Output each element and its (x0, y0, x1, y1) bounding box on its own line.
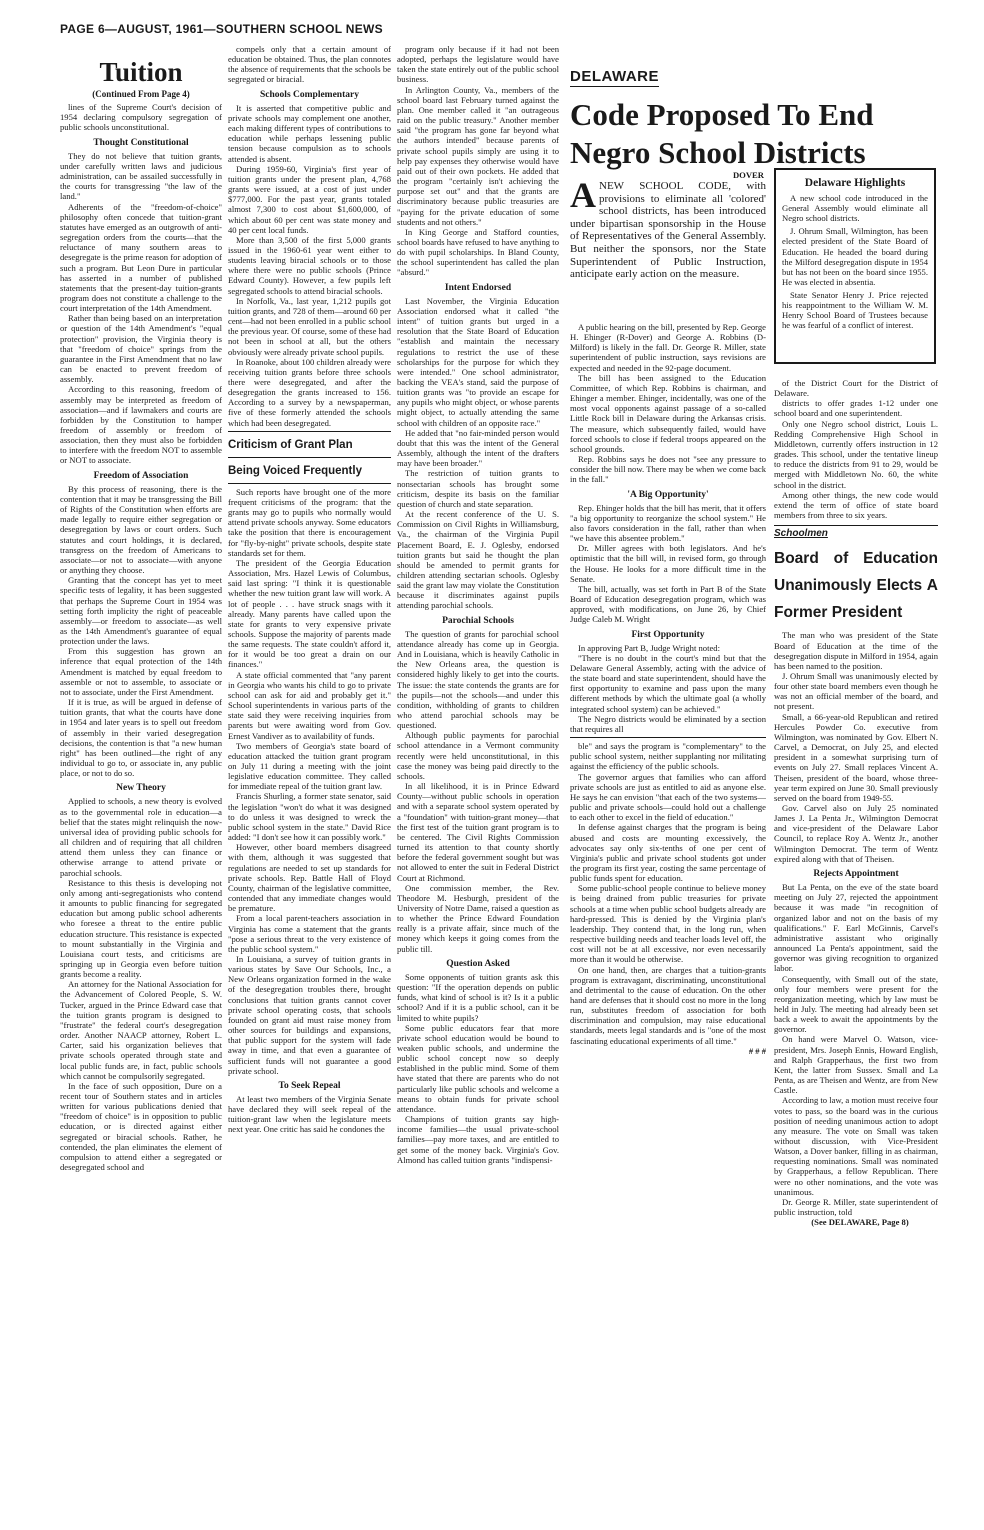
paragraph: On hand were Marvel O. Watson, vice-president, Mrs. Joseph Ennis, Howard English, and Ralph Grapperhaus, the first two from Kent, the latter from Sussex. Small and La Penta, as are Theisen and Wentz, are from New Castle. (774, 1034, 938, 1096)
tuition-column-1 (60, 44, 222, 1494)
delaware-column-2-body-a (774, 378, 938, 520)
end-mark: # # # (748, 1045, 766, 1056)
subhead: Question Asked (446, 958, 510, 969)
paragraph: A public hearing on the bill, presented by Rep. George H. Ehinger (R-Dover) and George A. Robbins (D-Milford) is likely in the fall. Dr. George R. Miller, state superintendent of public instruction, says revisions are expected and needed in the 92-page document. (570, 322, 766, 373)
paragraph: Gov. Carvel also on July 25 nominated James J. La Penta Jr., Wilmington Democrat and vice-president of the Delaware Labor Council, to replace Roy A. Wentz Jr., another Wilmington Democrat. The term of Wentz expired along with that of Theisen. (774, 803, 938, 864)
highlights-box (774, 168, 936, 364)
paragraph: Consequently, with Small out of the state, only four members were present for the reorganization meeting, which by law must be held in July. The meeting had already been set back a week to await the appointments by the governor. (774, 973, 938, 1035)
paragraph: compels only that a certain amount of education be obtained. Thus, the plan connotes the absence of requirements that the schools be segregated or biracial. (228, 44, 391, 85)
paragraph: On one hand, then, are charges that a tuition-grants program is extravagant, discriminating, unconstitutional and detrimental to the cause of education. On the other hand are defenses that it should cost no more in the long run, substitutes freedom of association for both discrimination and compulsion, may raise educational standards, meets legal standards and is "one of the most fascinating educational experiments of all time." (570, 964, 766, 1046)
paragraph: Only one Negro school district, Louis L. Redding Comprehensive High School in Middletown, currently offers instruction in 12 grades. This school, under the tentative lineup to reduce the districts from 91 to 29, would be merged with Middletown No. 60, the white school in the district. (774, 418, 938, 490)
paragraph: But La Penta, on the eve of the state board meeting on July 27, rejected the appointment because it was made "in recognition of organized labor and not on the basis of my qualifications." F. Earl McGinnis, Carvel's administrative assistant who originally announced La Penta's appointment, said the governor was giving recognition to organized labor. (774, 882, 938, 974)
delaware-headline: Code Proposed To End Negro School Districts (570, 97, 874, 170)
subhead: New Theory (116, 783, 166, 794)
paragraph: districts to offer grades 1-12 under one school board and one superintendent. (774, 398, 938, 419)
paragraph: The bill has been assigned to the Education Committee, of which Rep. Robbins is chairman, and Ehinger a member. Ehinger, incidentally, was one of the most vocal opponents against passage of a so-called Little Rock bill in Delaware during the Arkansas crisis. The measure, which subsequently failed, would have forced schools to close if federal troops appeared on the school grounds. (570, 372, 766, 454)
paragraph: ble" and says the program is "complementary" to the public school system, neither supplanting nor militating against the efficiency of the public schools. (570, 741, 766, 772)
paragraph: Francis Shurling, a former state senator, said the legislation "won't do what it was designed to do unless it was designed to wreck the public school system in the state." David Rice added: "I don't see how it can possibly work." (228, 791, 391, 843)
continued-note: (Continued From Page 4) (92, 89, 190, 99)
paragraph: The question of grants for parochial school attendance already has come up in Georgia. And in Louisiana, which is heavily Catholic in the New Orleans area, the question is considered highly likely to get into the courts. The issue: the state contends the grants are for the pupils—not the schools—and under this condition, withholding of grants to children who attend parochial schools may be questioned. (397, 628, 559, 731)
paragraph: More than 3,500 of the first 5,000 grants issued in the 1960-61 year went either to students leaving biracial schools or to those where there were no public schools (Prince Edward County). However, a few pupils left segregated schools to attend biracial schools. (228, 234, 391, 296)
tuition-column-3 (397, 44, 559, 1494)
paragraph: In defense against charges that the program is being abused and costs are mounting excessively, the advocates say only six-tenths of one per cent of Virginia's public and private school students got under the program its first year, costing the same percentage of public funds spent for education. (570, 822, 766, 884)
tuition-column-2 (228, 44, 391, 1494)
lead-text: NEW SCHOOL CODE, with provisions to eliminate all 'colored' school districts, has been introduced under bipartisan sponsorship in the House of Representatives of the General Assembly. But neither the sponsors, nor the State Superintendent of Public Instruction, anticipate early action on the measure. (570, 180, 766, 281)
paragraph: Last November, the Virginia Education Association endorsed what it called "the intent" of tuition grants but urged in a resolution that the State Board of Education "establish and maintain the necessary regulations to restrict the use of these scholarships for the purpose for which they were intended." One school administrator, backing the VEA's stand, said the purpose of tuition grants was "to provide an escape for any pupils who might object, or whose parents might object, to actually attending the same school with children of an opposite race." (397, 295, 559, 428)
paragraph: Adherents of the "freedom-of-choice" philosophy often concede that tuition-grant statutes have emerged as an outgrowth of anti-segregation orders from the courts—that the reluctance of many southern areas to desegregate is the prime reason for adoption of such a program. But Leon Dure in particular has asserted in a number of published statements that the present-day tuition-grants program does not constitute a challenge to the court interpretation of the 14th Amendment. (60, 201, 222, 314)
paragraph: At least two members of the Virginia Senate have declared they will seek repeal of the tuition-grant law when the legislature meets next year. One critic has said he condones the (228, 1094, 391, 1135)
paragraph: In all likelihood, it is in Prince Edward County—without public schools in operation and with a separate school system operated by a "foundation" with tuition-grant money—that the first test of the tuition grant program is to be centered. The Civil Rights Commission turned its attention to that county shortly before the federal government sought but was not allowed to enter the suit in Federal District Court at Richmond. (397, 781, 559, 883)
delaware-column-1 (570, 322, 766, 1502)
paragraph: An attorney for the National Association for the Advancement of Colored People, S. W. Tucker, argued in the Prince Edward case that the tuition grants program is designed to "frustrate" the federal court's desegregation order. Another NAACP attorney, Robert L. Carter, said his organization believes that private schools operated through state and local public funds are, in fact, public schools which cannot be compulsorily segregated. (60, 979, 222, 1081)
paragraph: Rep. Ehinger holds that the bill has merit, that it offers "a big opportunity to reorganize the school system." He also favors consideration in the fall, rather than when "we have this absentee problem." (570, 502, 766, 544)
paragraph: From this suggestion has grown an inference that equal protection of the 14th Amendment is matched by equal freedom to assemble or not to assemble, to associate or not to associate, under the First Amendment. (60, 646, 222, 697)
paragraph: Two members of Georgia's state board of education attacked the tuition grant program on July 11 during a meeting with the joint legislative education committee. They called for immediate repeal of the tuition grant law. (228, 740, 391, 792)
paragraph: Although public payments for parochial school attendance in a Vermont community recently were held unconstitutional, in this case the money was being paid directly to the schools. (397, 730, 559, 781)
paragraph: lines of the Supreme Court's decision of 1954 declaring compulsory segregation of public schools unconstitutional. (60, 102, 222, 133)
paragraph: Some opponents of tuition grants ask this question: "If the operation depends on public funds, what kind of school is it? Is it a public school? And if it is a public school, can it be limited to white pupils? (397, 971, 559, 1023)
highlights-item: A new school code introduced in the General Assembly would eliminate all Negro school districts. (782, 193, 928, 224)
paragraph: The bill, actually, was set forth in Part B of the State Board of Education desegregation program, which was approved, with modifications, on June 26, by Chief Judge Caleb M. Wright (570, 583, 766, 625)
paragraph: The president of the Georgia Education Association, Mrs. Hazel Lewis of Columbus, said last spring: "I think it is questionable whether the new tuition grant law will work. A lot of people . . . have struck snags with it already. Many parents have called upon the state for grants to very expensive private schools. Suppose the majority of parents made the same requests. The state couldn't afford it, for it would be too great a drain on our finances." (228, 557, 391, 670)
paragraph: In approving Part B, Judge Wright noted: (578, 642, 720, 653)
paragraph: A state official commented that "any parent in Georgia who wants his child to go to private school can ask for aid and probably get it." School superintendents in various parts of the state said they were receiving inquiries from parents but were awaiting word from Gov. Ernest Vandiver as to availability of funds. (228, 669, 391, 741)
paragraph: It is asserted that competitive public and private schools may complement one another, each making different types of contributions to education while perhaps lessening public tension because compulsion as to schools attended is absent. (228, 102, 391, 164)
paragraph: In King George and Stafford counties, school boards have refused to have anything to do with pupil scholarships. In Bland County, the school superintendent has called the plan "absurd." (397, 226, 559, 278)
paragraph: According to law, a motion must receive four votes to pass, so the board was in the curious position of needing unanimous action to adopt any measure. The vote on Small was taken without discussion, with Vice-President Watson, a Dover banker, filling in as chairman, requesting nominations. Small was nominated by Grapperhaus, a fellow Republican. There were no other nominations, and the vote was unanimous. (774, 1095, 938, 1197)
paragraph: In Louisiana, a survey of tuition grants in various states by Save Our Schools, Inc., a New Orleans organization formed in the wake of the desegregation troubles there, brought conclusions that tuition grants cannot cover private school operating costs, that schools founded on grant aid must raise money from other sources for buildings and expansions, that public support for the system will fade away in time, and that even a guarantee of sufficient funds will not guarantee a good private school. (228, 953, 391, 1076)
paragraph: During 1959-60, Virginia's first year of tuition grants under the present plan, 4,768 grants were issued, at a cost of just under $777,000. For the past year, grants totaled almost 7,300 to cost about $1,600,000, of which about 60 per cent was state money and 40 per cent local funds. (228, 163, 391, 235)
tuition-column-2-body-a (228, 44, 391, 428)
paragraph: If it is true, as will be argued in defense of tuition grants, that what the courts have done in 1954 and later years is to spell out freedom of assembly in their varied desegregation decisions, the contention is that "a new human right" has been outlined—the right of any individual to go to, or associate in, any public place, or not to do so. (60, 697, 222, 779)
paragraph: By this process of reasoning, there is the contention that it may be transgressing the Bill of Rights of the Constitution when efforts are made legally to require either segregation or desegregation by laws or court orders. Such statutes and court holdings, it is declared, transgress on the freedom of Americans to associate—or not to associate—with anyone or anything they choose. (60, 483, 222, 576)
paragraph: The man who was president of the State Board of Education at the time of the desegregation dispute in Milford in 1954, again has been named to the position. (774, 630, 938, 671)
paragraph: The governor argues that families who can afford private schools are just as entitled to aid as anyone else. He says he can envision "that each of the two systems—public and private schools—could hold out a challenge to each other to excel in the field of education." (570, 771, 766, 823)
tuition-column-1-body (60, 102, 222, 1172)
schoolmen-label: Schoolmen (774, 528, 828, 540)
paragraph: Resistance to this thesis is developing not only among anti-segregationists who contend it amounts to public financing for segregated education but among public school adherents who foresee a threat to the entire public education structure. This resistance is expected to mount substantially in the Virginia and Louisiana court tests, and criticisms are springing up in Georgia even before tuition grants become a reality. (60, 877, 222, 980)
paragraph: of the District Court for the District of Delaware. (774, 378, 938, 399)
paragraph: The Negro districts would be eliminated by a section that requires all (570, 713, 766, 734)
subhead: To Seek Repeal (278, 1080, 341, 1091)
criticism-subheadline: Being Voiced Frequently (228, 464, 362, 477)
subhead: Schools Complementary (260, 89, 359, 100)
section-rule (774, 525, 938, 526)
page-folio: PAGE 6—AUGUST, 1961—SOUTHERN SCHOOL NEWS (60, 22, 383, 36)
subhead: Thought Constitutional (93, 137, 189, 148)
paragraph: Some public-school people continue to believe money is being drained from public treasuries for private schools at a time when public school budgets already are hard-pressed. This is denied by the Virginia plan's leadership. They contend that, in the long run, when respective building needs and teacher loads level off, the cost will not be at all excessive, nor even necessarily more than it would be otherwise. (570, 883, 766, 965)
delaware-column-2-body-b (774, 630, 938, 1227)
paragraph: The restriction of tuition grants to nonsectarian schools has brought some criticism, despite its basis on the familiar question of church and state separation. (397, 468, 559, 509)
section-rule (228, 431, 391, 432)
delaware-column-1-body (570, 322, 766, 1056)
dateline: DOVER (732, 170, 764, 180)
paragraph: In Roanoke, about 100 children already were receiving tuition grants before three schools there were desegregated, and after the desegregation the grants increased to 156. According to a survey by a newspaperman, five of these formerly attended the schools which had been desegregated. (228, 356, 391, 428)
subhead: 'A Big Opportunity' (627, 489, 709, 500)
criticism-headline: Criticism of Grant Plan (228, 438, 353, 451)
paragraph: At the recent conference of the U. S. Commission on Civil Rights in Williamsburg, Va., the chairman of the Virginia Pupil Placement Board, E. J. Oglesby, endorsed tuition grants but said he thought the plan should be amended to permit grants for children attending sectarian schools. Oglesby said the grant law may violate the Constitution because it discriminates against pupils attending parochial schools. (397, 509, 559, 611)
paragraph: J. Ohrum Small was unanimously elected by four other state board members even though he was not an official member of the board, and not present. (774, 670, 938, 712)
paragraph: Rep. Robbins says he does not "see any pressure to consider the bill now. There may be when we come back in the fall." (570, 454, 766, 485)
paragraph: From a local parent-teachers association in Virginia has come a statement that the grants "pose a serious threat to the very existence of the public school system." (228, 913, 391, 954)
continuation-note: (See DELAWARE, Page 8) (811, 1217, 909, 1228)
delaware-column-2 (774, 378, 938, 1508)
subhead: Rejects Appointment (813, 868, 899, 879)
paragraph: He added that "no fair-minded person would doubt that this was the intent of the General Assembly, although the intent of the drafters may have been broader." (397, 427, 559, 469)
paragraph: Champions of tuition grants say high-income families—the usual private-school families—pay more taxes, and are entitled to get some of the money back. Virginia's Gov. Almond has called tuition grants "indispensi- (397, 1114, 559, 1165)
paragraph: Some public educators fear that more private school education would be bound to weaken public schools, and undermine the public school concept now so deeply established in the public mind. Some of them have stated that there are parents who do not particularly like public schools and welcome a means to obtain funds for private school attendance. (397, 1022, 559, 1114)
board-headline: Board of Education Unanimously Elects A Former President (774, 550, 938, 622)
paragraph: Rather than being based on an interpretation or question of the 14th Amendment's "equal protection" provision, the Virginia theory is that "freedom of choice" springs from the guarantee in the First Amendment that no law can be enacted to prevent freedom of assembly. (60, 313, 222, 385)
paragraph: Such reports have brought one of the more frequent criticisms of the program: that the grants may go to pupils who normally would attend private schools anyway. Some educators take the position that there is encouragement for "fly-by-night" private schools, despite state standards set for them. (228, 486, 391, 558)
section-rule (228, 457, 391, 458)
drop-cap: A (570, 175, 596, 215)
section-tag: DELAWARE (570, 68, 660, 85)
paragraph: Applied to schools, a new theory is evolved as to the governmental role in education—a belief that the states might relinquish the now-universal idea of providing public schools for all children and of requiring that all children attend them unless they can finance or otherwise arrange to attend private or parochial schools. (60, 796, 222, 878)
paragraph: However, other board members disagreed with them, although it was suggested that regulations are needed to set up standards for private schools. Rep. Battle Hall of Floyd County, chairman of the legislative committee, contended that any immediate changes would be premature. (228, 842, 391, 914)
subhead: Intent Endorsed (444, 282, 512, 293)
tuition-headline: Tuition (99, 57, 183, 87)
paragraph: One commission member, the Rev. Theodore M. Hesburgh, president of the University of Notre Dame, raised a question as to whether the Prince Edward Foundation really is a private affair, since much of the money which keeps it going comes from the public till. (397, 882, 559, 954)
tuition-column-2-body-b (228, 487, 391, 1135)
paragraph: Granting that the concept has yet to meet specific tests of legality, it has been suggested that perhaps the Supreme Court in 1954 was setting forth implicity the right of peaceable assembly—or freedom to associate—as well as the 14th Amendment's guarantee of equal protection under the laws. (60, 575, 222, 647)
paragraph: According to this reasoning, freedom of assembly may be interpreted as freedom of association—and if lawmakers and courts are forbidden by the Constitution to hamper freedom of assembly or freedom of association, then they must also be forbidden to interfere with the freedom NOT to assemble or NOT to associate. (60, 384, 222, 466)
highlights-title: Delaware Highlights (804, 177, 906, 189)
paragraph: In Norfolk, Va., last year, 1,212 pupils got tuition grants, and 728 of them—around 60 per cent—had not been enrolled in a public school the previous year. Of course, some of these had not been in school at all, but the others obviously were already private school pupils. (228, 295, 391, 357)
paragraph: In the face of such opposition, Dure on a recent tour of Southern states and in articles written for various publications denied that "freedom of choice" is in opposition to public education, or is directed against either segregated or biracial schools. Rather, he contended, the plan eliminates the element of compulsion to attend either a segregated or desegregated school and (60, 1080, 222, 1173)
tuition-column-3-body (397, 44, 559, 1165)
section-rule (228, 483, 391, 484)
highlights-item: State Senator Henry J. Price rejected his reappointment to the William W. M. Henry School Board of Trustees because he was fearful of a conflict of interest. (782, 289, 928, 331)
subhead: First Opportunity (631, 629, 705, 640)
paragraph: Dr. George R. Miller, state superintendent of public instruction, told (774, 1196, 938, 1218)
paragraph: Dr. Miller agrees with both legislators. And he's optimistic that the bill will, in revised form, go through the House. He looks for a more difficult time in the Senate. (570, 543, 766, 584)
highlights-item: J. Ohrum Small, Wilmington, has been elected president of the State Board of Education. He headed the board during the Milford desegregation dispute in 1954 but has not been on the board since 1955. He was elected in absentia. (782, 226, 928, 287)
paragraph: Small, a 66-year-old Republican and retired Hercules Powder Co. executive from Wilmington, was nominated by Gov. Elbert N. Carvel, a Democrat, on July 25, and elected president in a somewhat surprising turn of events on July 27. Small replaces Vincent A. Theisen, president of the board, whose three-year term expired on June 30. Small previously served on the board from 1949-55. (774, 711, 938, 803)
subhead: Parochial Schools (442, 615, 514, 626)
paragraph: Among other things, the new code would extend the term of office of state board members from three to six years. (774, 489, 938, 521)
paragraph: In Arlington County, Va., members of the school board last February turned against the plan. One member called it "an outrageous raid on the public treasury." Another member said "the program has gone far beyond what the authors intended" because parents of private school pupils simply are using it to help pay expenses they otherwise would have paid out of their own pockets. He added that the program "certainly isn't achieving the purpose set out" and that the grants are discriminatory because public treasuries are "paying for the private education of some students and not others." (397, 84, 559, 227)
paragraph: program only because if it had not been adopted, perhaps the legislature would have taken the state entirely out of the public school business. (397, 44, 559, 85)
section-rule (570, 737, 766, 738)
paragraph: "There is no doubt in the court's mind but that the Delaware General Assembly, acting with the advice of the state board and state superintendent, should have the first opportunity to examine and pass upon the many different methods by which the ultimate goal (a wholly integrated school system) can be achieved." (570, 652, 766, 714)
paragraph: They do not believe that tuition grants, under carefully written laws and judicious administration, can be assailed successfully in the courts for transgressing "the law of the land." (60, 150, 222, 202)
subhead: Freedom of Association (93, 470, 189, 481)
